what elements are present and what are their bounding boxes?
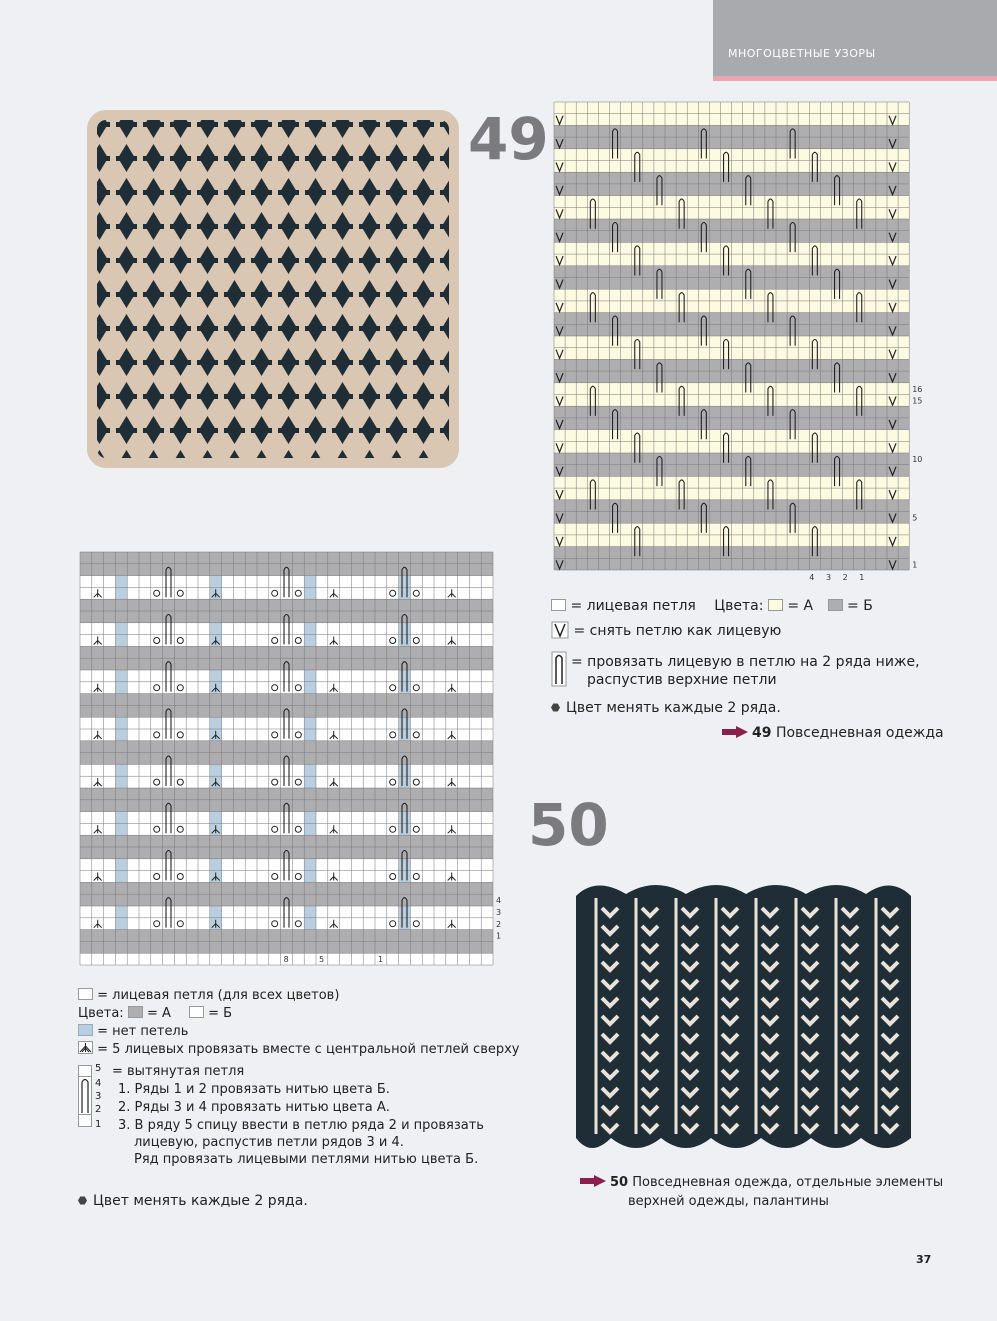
chart-50-no-stitch [115,776,127,788]
reference-49-number: 49 [752,725,772,741]
chart-50-no-stitch [399,812,411,824]
knit-below-icon [551,651,567,687]
key-number-3: 3 [95,1091,102,1102]
legend-step3-line2: лицевую, распустив петли рядов 3 и 4. [134,1135,404,1150]
pattern-49-number: 49 [468,105,549,173]
chart-50-no-stitch [115,812,127,824]
chart-50-no-stitch [210,576,222,588]
chart-50-no-stitch [399,682,411,694]
chart-50-row-band [80,835,493,847]
chart-50-no-stitch [115,823,127,835]
colors-label: Цвета: [78,1006,124,1021]
chart-50-no-stitch [399,729,411,741]
chart-50-stitch-number: 5 [319,955,325,964]
hand-pointer-icon [722,726,748,738]
key-number-4: 4 [95,1078,102,1089]
chart-50-no-stitch [399,587,411,599]
chart-50-no-stitch [210,812,222,824]
legend-49 [551,597,951,721]
hex-bullet-icon [78,1196,87,1205]
reference-50-line2: верхней одежды, палантины [628,1194,829,1209]
chart-50-no-stitch [399,918,411,930]
chart-50-no-stitch [304,823,316,835]
chart-49-stitch-number: 3 [825,573,832,582]
chart-49 [552,100,923,588]
legend-elongated-block [78,1065,548,1165]
chart-50-row-band [80,788,493,800]
hand-pointer-icon [580,1175,606,1187]
chart-50-row-band [80,930,493,942]
chart-50-row-number: 4 [496,896,502,906]
chart-50-stitch-number: 8 [283,955,289,964]
chart-50-no-stitch [115,623,127,635]
chart-50-no-stitch [210,717,222,729]
chart-50-no-stitch [304,670,316,682]
reference-50-number: 50 [610,1175,629,1190]
legend-49-note [551,699,951,721]
header-band [713,0,997,76]
color-b-swatch-icon [828,599,843,611]
legend-no-stitch-label: = нет петель [97,1024,189,1039]
chart-50-row-number: 3 [496,908,502,917]
chart-50-no-stitch [399,859,411,871]
legend-slip [551,621,951,643]
legend-step3-line1: 3. В ряду 5 спицу ввести в петлю ряда 2 и провязать [118,1118,484,1133]
chart-50-row-band [80,882,493,894]
chart-50-no-stitch [304,623,316,635]
chart-50-no-stitch [115,859,127,871]
chart-50-no-stitch [115,682,127,694]
chart-50-no-stitch [304,682,316,694]
white-square-icon [551,599,566,611]
chart-50-no-stitch [115,670,127,682]
chart-49-row-number: 16 [912,384,923,394]
legend-50-note [78,1192,308,1210]
chart-50-row-band [80,611,493,623]
chart-50-no-stitch [115,587,127,599]
legend-knit [551,597,951,619]
legend-knit-all [78,987,548,1005]
legend-knit-all-label: = лицевая петля (для всех цветов) [97,988,340,1003]
blue-square-icon [78,1024,93,1036]
reference-49-text: Повседневная одежда [775,725,944,741]
chart-50-no-stitch [115,729,127,741]
chart-49-stitch-number: 1 [859,573,865,582]
chart-50-no-stitch [399,764,411,776]
chart-49-stitch-number: 4 [809,573,815,582]
chart-49-row-number: 10 [912,455,923,464]
chart-50-row-band [80,894,493,906]
chart-50-no-stitch [115,871,127,883]
legend-five-together [78,1041,548,1063]
chart-50-row-number: 2 [496,919,502,929]
chart-50-no-stitch [399,623,411,635]
white-square-icon [78,988,93,1000]
chart-50-row-band [80,646,493,658]
section-title: МНОГОЦВЕТНЫЕ УЗОРЫ [728,47,876,60]
chart-50-row-band [80,847,493,859]
chart-50-no-stitch [399,906,411,918]
color-b-label: = Б [208,1006,233,1021]
chart-50-no-stitch [399,776,411,788]
legend-five-together-label: = 5 лицевых провязать вместе с центральной петлей сверху [97,1042,520,1057]
chart-50-no-stitch [304,812,316,824]
five-together-icon [78,1041,93,1054]
header-stripe [713,76,997,81]
chart-50-no-stitch [210,764,222,776]
page-number: 37 [916,1253,932,1266]
legend-elongated-label: = вытянутая петля [112,1064,245,1079]
colors-label: Цвета: [714,598,764,614]
legend-knit-below-line1: = провязать лицевую в петлю на 2 ряда ниже, [571,654,920,670]
reference-50-text-line1: Повседневная одежда, отдельные элементы [632,1175,944,1190]
chart-50-row-number: 1 [496,931,502,941]
legend-colors [78,1005,548,1023]
chart-50-no-stitch [399,871,411,883]
chart-50-no-stitch [304,576,316,588]
chart-50-no-stitch [304,587,316,599]
legend-50-note-text: Цвет менять каждые 2 ряда. [93,1193,308,1209]
chart-50-no-stitch [399,635,411,647]
chart-50-row-band [80,800,493,812]
color-a-swatch-icon [128,1006,143,1018]
chart-50-no-stitch [210,623,222,635]
key-number-1: 1 [95,1119,102,1130]
reference-50-line1 [580,1174,943,1191]
chart-50-no-stitch [304,871,316,883]
key-number-2: 2 [95,1104,102,1115]
slip-stitch-icon [551,621,569,639]
legend-slip-label: = снять петлю как лицевую [573,623,782,639]
chart-50-no-stitch [304,918,316,930]
chart-50 [78,550,508,975]
chart-50-row-band [80,941,493,953]
legend-step2: 2. Ряды 3 и 4 провязать нитью цвета А. [118,1100,390,1115]
chart-50-row-band [80,564,493,576]
chart-50-no-stitch [210,906,222,918]
chart-50-no-stitch [399,717,411,729]
chart-50-no-stitch [304,764,316,776]
legend-knit-below [551,651,951,691]
chart-50-no-stitch [304,776,316,788]
chart-50-no-stitch [115,576,127,588]
chart-50-no-stitch [304,729,316,741]
chart-50-row-band [80,753,493,765]
chart-50-no-stitch [115,635,127,647]
chart-50-stitch-number: 1 [378,955,384,964]
legend-49-note-text: Цвет менять каждые 2 ряда. [566,700,781,716]
chart-50-no-stitch [304,635,316,647]
chart-50-no-stitch [399,670,411,682]
legend-step3-line3: Ряд провязать лицевыми петлями нитью цвета Б. [134,1152,479,1167]
chart-50-no-stitch [210,859,222,871]
color-b-swatch-icon [189,1006,204,1018]
reference-49 [722,724,944,742]
chart-50-no-stitch [210,670,222,682]
chart-50-row-band [80,705,493,717]
color-b-label: = Б [847,598,873,614]
hex-bullet-icon [551,703,560,712]
key-number-5: 5 [95,1063,102,1074]
chart-50-no-stitch [304,717,316,729]
chart-50-no-stitch [399,576,411,588]
chart-50-row-band [80,658,493,670]
color-a-label: = А [146,1006,171,1021]
chart-50-no-stitch [115,918,127,930]
chart-49-stitch-number: 2 [842,573,848,582]
chart-49-row-number: 1 [912,560,918,570]
legend-no-stitch [78,1023,548,1041]
chart-50-no-stitch [304,906,316,918]
chart-50-no-stitch [304,859,316,871]
legend-step1: 1. Ряды 1 и 2 провязать нитью цвета Б. [118,1082,390,1097]
chart-50-no-stitch [115,717,127,729]
chart-50-no-stitch [399,823,411,835]
legend-50 [78,987,548,1165]
chart-49-row-number: 15 [912,396,923,406]
legend-knit-label: = лицевая петля [570,598,696,614]
color-a-swatch-icon [768,599,783,611]
swatch-50-photo [566,876,916,1158]
color-a-label: = А [787,598,814,614]
chart-50-row-band [80,599,493,611]
chart-50-no-stitch [115,764,127,776]
chart-50-row-band [80,694,493,706]
swatch-49-photo [86,107,466,469]
chart-49-row-number: 5 [912,513,918,523]
pattern-50-number: 50 [528,791,609,859]
chart-50-row-band [80,552,493,564]
key-numbers [95,1062,101,1131]
chart-50-no-stitch [115,906,127,918]
chart-50-row-band [80,741,493,753]
legend-knit-below-line2: распустив верхние петли [587,672,777,688]
